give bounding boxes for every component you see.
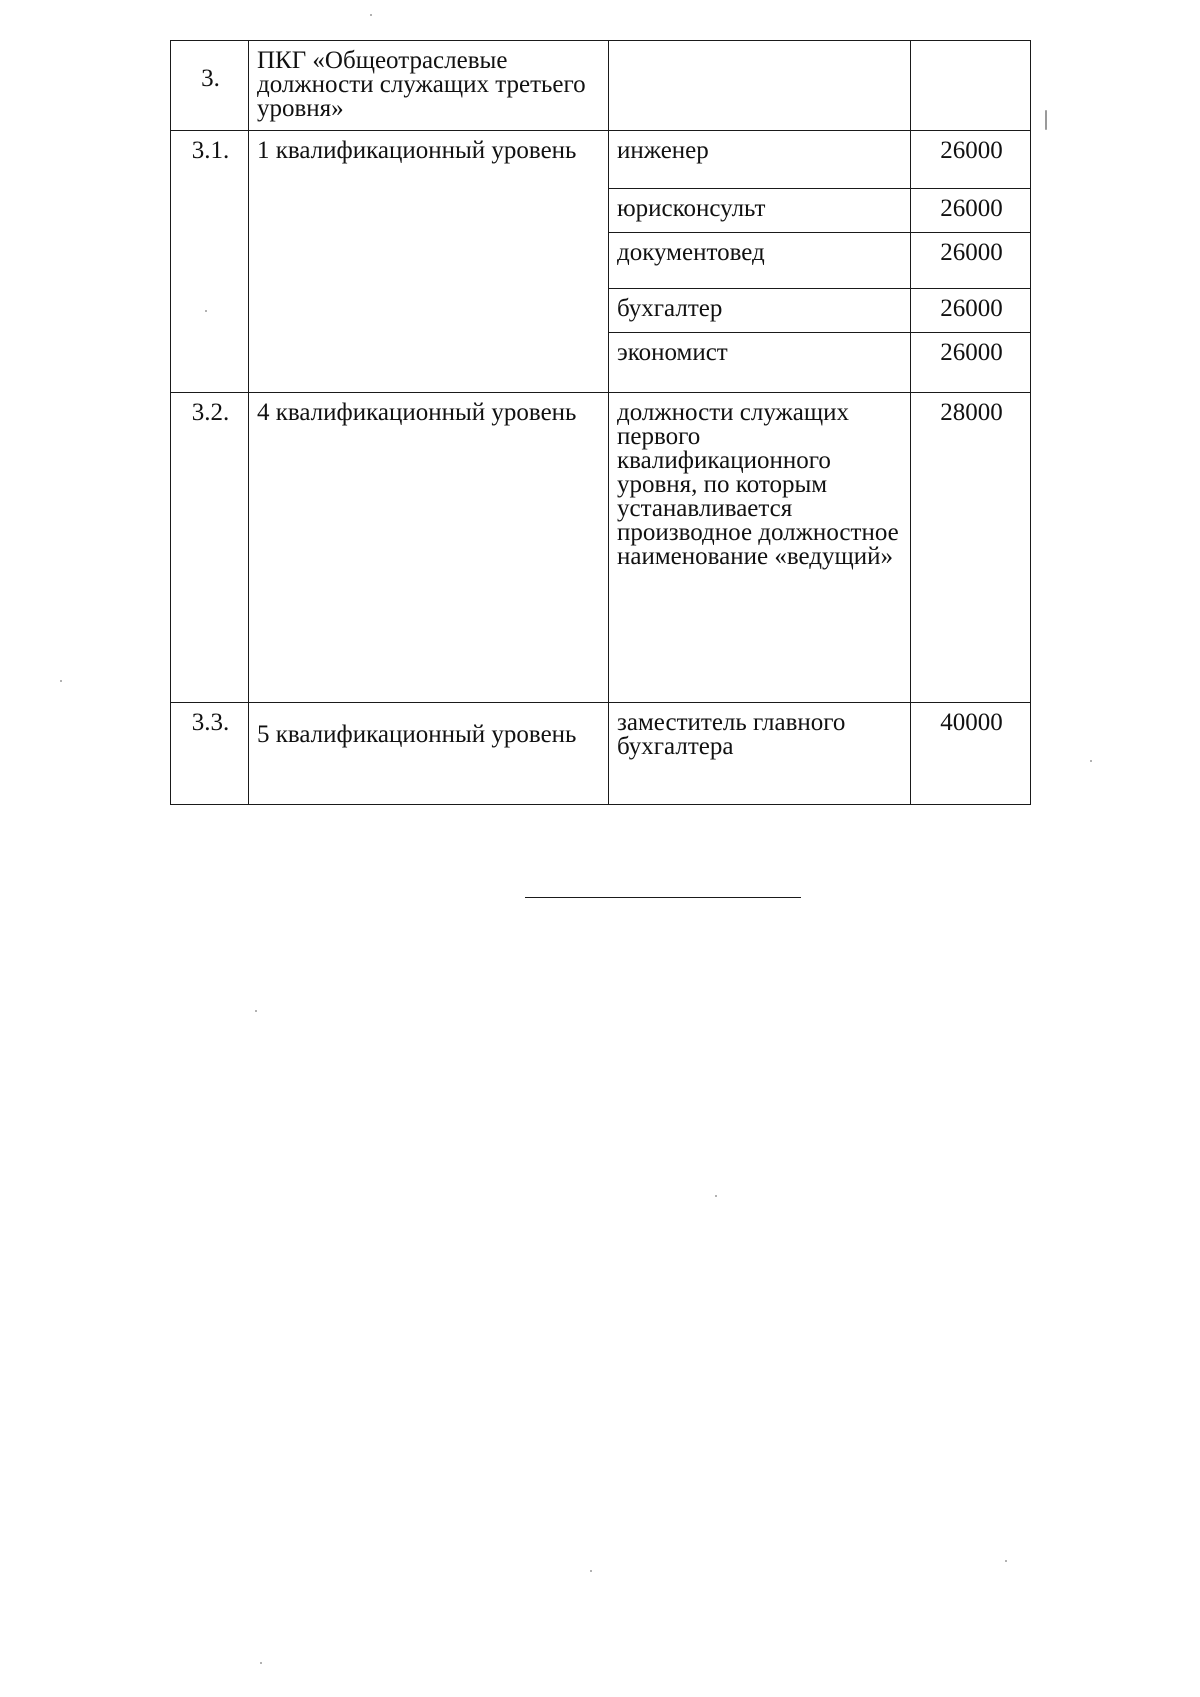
table-row-group	[171, 41, 1031, 131]
salary-value: 26000	[911, 233, 1031, 289]
salary-value: 26000	[911, 131, 1031, 189]
level-number: 3.1.	[171, 131, 249, 393]
position-name: бухгалтер	[609, 289, 911, 333]
empty-cell	[911, 41, 1031, 131]
empty-cell	[609, 41, 911, 131]
table-row	[171, 393, 1031, 703]
scan-speck	[1045, 110, 1047, 130]
group-title: ПКГ «Общеотраслевые должности служащих третьего уровня»	[249, 41, 609, 131]
position-name: документовед	[609, 233, 911, 289]
table-row	[171, 703, 1031, 805]
salary-table	[170, 40, 1031, 805]
scan-speck	[370, 14, 372, 16]
position-name: экономист	[609, 333, 911, 393]
level-number: 3.3.	[171, 703, 249, 805]
scan-speck	[1005, 1560, 1007, 1562]
scan-speck	[260, 1662, 262, 1664]
salary-value: 40000	[911, 703, 1031, 805]
position-name: инженер	[609, 131, 911, 189]
scan-speck	[60, 680, 62, 682]
group-number: 3.	[171, 41, 249, 131]
level-name: 5 квалификационный уровень	[249, 703, 609, 805]
salary-value: 26000	[911, 333, 1031, 393]
level-number: 3.2.	[171, 393, 249, 703]
position-name: должности служащих первого квалификационного уровня, по которым устанавливается производное должностное наименование «ведущий»	[609, 393, 911, 703]
level-name: 4 квалификационный уровень	[249, 393, 609, 703]
salary-value: 26000	[911, 289, 1031, 333]
position-name: заместитель главного бухгалтера	[609, 703, 911, 805]
end-rule	[525, 897, 801, 898]
table-row	[171, 131, 1031, 189]
scan-speck	[590, 1570, 592, 1572]
salary-value: 28000	[911, 393, 1031, 703]
level-name: 1 квалификационный уровень	[249, 131, 609, 393]
scan-speck	[1090, 760, 1092, 762]
position-name: юрисконсульт	[609, 189, 911, 233]
scan-speck	[715, 1195, 717, 1197]
salary-value: 26000	[911, 189, 1031, 233]
scan-speck	[255, 1010, 257, 1012]
scan-speck	[205, 310, 207, 312]
